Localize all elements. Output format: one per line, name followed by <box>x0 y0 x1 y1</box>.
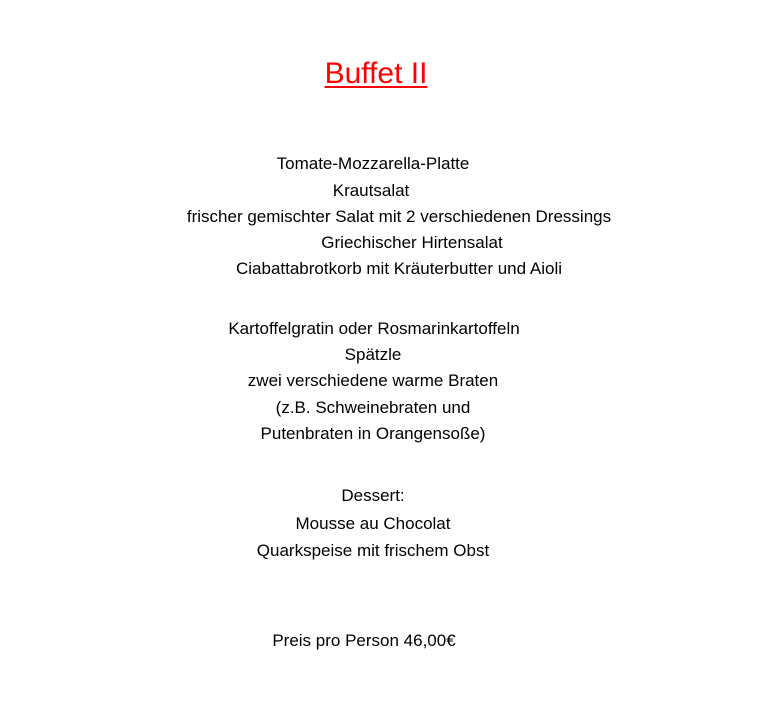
starter-item: frischer gemischter Salat mit 2 verschiedenen Dressings <box>186 207 612 226</box>
dessert-heading: Dessert: <box>341 486 405 505</box>
main-item: (z.B. Schweinebraten und <box>275 398 471 417</box>
main-item: Kartoffelgratin oder Rosmarinkartoffeln <box>228 319 520 338</box>
starter-item: Krautsalat <box>332 181 410 200</box>
main-item: Putenbraten in Orangensoße) <box>260 424 486 443</box>
menu-title: Buffet II <box>324 57 428 90</box>
dessert-item: Quarkspeise mit frischem Obst <box>256 541 490 560</box>
price-per-person: Preis pro Person 46,00€ <box>272 631 456 650</box>
dessert-item: Mousse au Chocolat <box>295 514 451 533</box>
starter-item: Tomate-Mozzarella-Platte <box>276 154 470 173</box>
main-item: zwei verschiedene warme Braten <box>247 371 499 390</box>
starter-item: Ciabattabrotkorb mit Kräuterbutter und Aioli <box>235 259 563 278</box>
main-item: Spätzle <box>344 345 402 364</box>
starter-item: Griechischer Hirtensalat <box>321 233 503 252</box>
